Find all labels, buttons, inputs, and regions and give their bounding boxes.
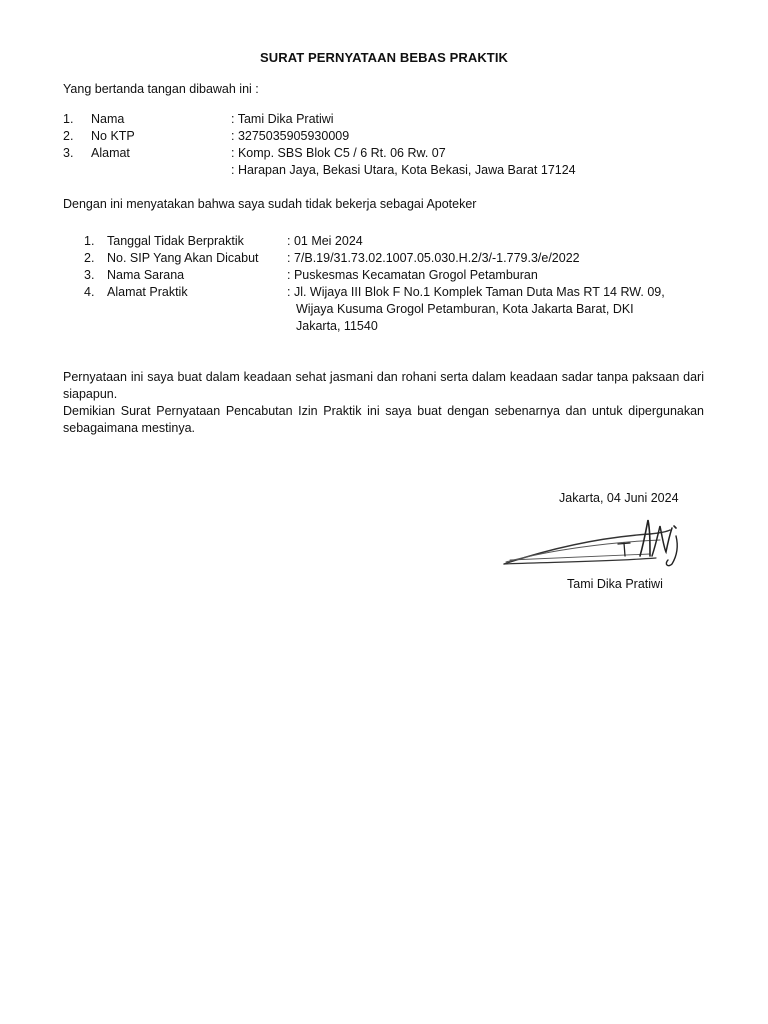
detail-value-alamat-praktik-line2: Wijaya Kusuma Grogol Petamburan, Kota Jakarta Barat, DKI bbox=[296, 302, 634, 316]
identity-value-nama: : Tami Dika Pratiwi bbox=[231, 112, 334, 126]
place-date: Jakarta, 04 Juni 2024 bbox=[559, 491, 679, 505]
detail-value-tanggal: : 01 Mei 2024 bbox=[287, 234, 363, 248]
handwritten-signature bbox=[500, 512, 692, 574]
detail-value-sarana: : Puskesmas Kecamatan Grogol Petamburan bbox=[287, 268, 538, 282]
document-title: SURAT PERNYATAAN BEBAS PRAKTIK bbox=[259, 50, 509, 65]
closing-paragraph-2: Demikian Surat Pernyataan Pencabutan Izin Praktik ini saya buat dengan sebenarnya dan untuk dipergunakan sebagaimana mestinya. bbox=[63, 404, 704, 435]
detail-value-alamat-praktik-line3: Jakarta, 11540 bbox=[296, 319, 378, 333]
detail-value-sip: : 7/B.19/31.73.02.1007.05.030.H.2/3/-1.779.3/e/2022 bbox=[287, 251, 580, 265]
intro-text: Yang bertanda tangan dibawah ini : bbox=[63, 82, 259, 96]
identity-label-nama: Nama bbox=[91, 112, 125, 126]
detail-number: 3. bbox=[84, 268, 95, 282]
identity-number: 3. bbox=[63, 146, 74, 160]
identity-value-ktp: : 3275035905930009 bbox=[231, 129, 350, 143]
identity-label-ktp: No KTP bbox=[91, 129, 135, 143]
detail-number: 4. bbox=[84, 285, 95, 299]
detail-number: 2. bbox=[84, 251, 95, 265]
detail-label-alamat-praktik: Alamat Praktik bbox=[107, 285, 188, 299]
identity-number: 2. bbox=[63, 129, 74, 143]
statement-text: Dengan ini menyatakan bahwa saya sudah tidak bekerja sebagai Apoteker bbox=[63, 197, 477, 211]
signer-name: Tami Dika Pratiwi bbox=[567, 577, 663, 591]
identity-value-alamat: : Komp. SBS Blok C5 / 6 Rt. 06 Rw. 07 bbox=[231, 146, 446, 160]
identity-number: 1. bbox=[63, 112, 74, 126]
identity-value-alamat-line2: : Harapan Jaya, Bekasi Utara, Kota Bekasi, Jawa Barat 17124 bbox=[231, 163, 576, 177]
detail-label-tanggal: Tanggal Tidak Berpraktik bbox=[107, 234, 244, 248]
closing-paragraph-1: Pernyataan ini saya buat dalam keadaan sehat jasmani dan rohani serta dalam keadaan sadar tanpa paksaan dari siapapun. bbox=[63, 370, 704, 401]
detail-label-sip: No. SIP Yang Akan Dicabut bbox=[107, 251, 259, 265]
detail-number: 1. bbox=[84, 234, 95, 248]
identity-label-alamat: Alamat bbox=[91, 146, 130, 160]
detail-value-alamat-praktik: : Jl. Wijaya III Blok F No.1 Komplek Taman Duta Mas RT 14 RW. 09, bbox=[287, 285, 665, 299]
detail-label-sarana: Nama Sarana bbox=[107, 268, 185, 282]
